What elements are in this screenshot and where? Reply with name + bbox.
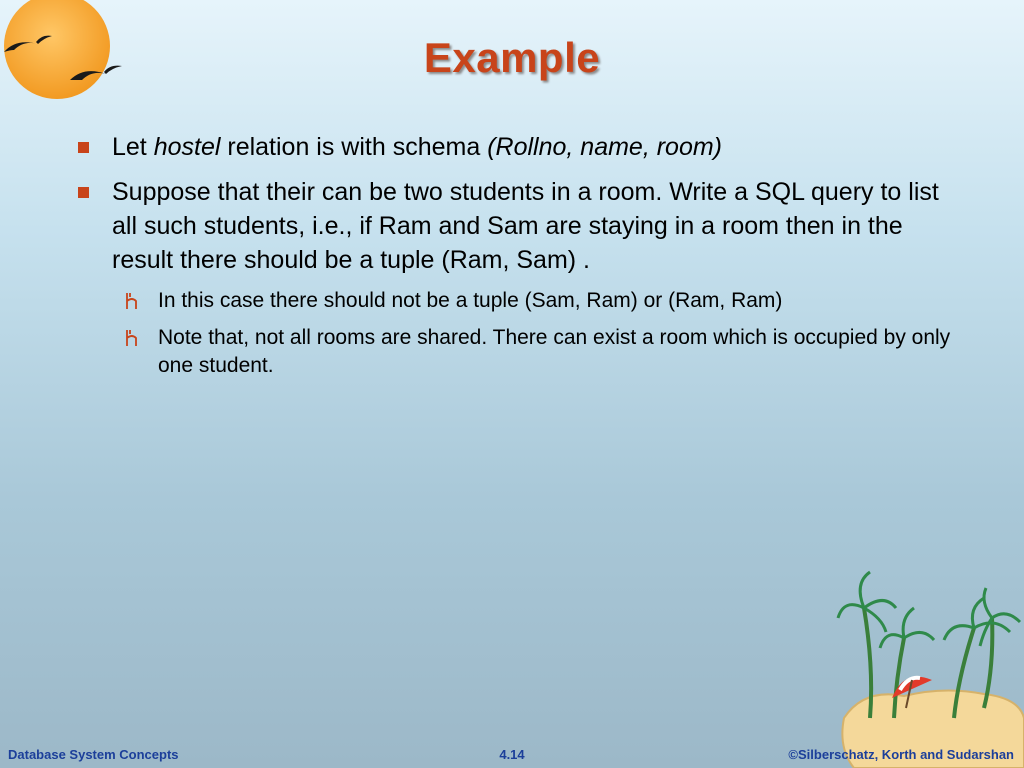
sub-bullet-text: In this case there should not be a tuple (Sam, Ram) or (Ram, Ram) xyxy=(158,289,783,312)
slide-content xyxy=(76,130,956,390)
bullet-text: hostel xyxy=(153,133,221,161)
footer-slide-number: 4.14 xyxy=(499,747,525,762)
bullet-text: relation is with schema xyxy=(220,133,488,161)
square-bullet-icon xyxy=(78,187,89,198)
footer-course-title: Database System Concepts xyxy=(8,747,179,762)
bullet-list xyxy=(76,130,956,277)
h-glyph-bullet-icon xyxy=(124,291,142,311)
palm-island-icon xyxy=(834,568,1024,768)
sub-bullet-item xyxy=(76,287,956,315)
h-glyph-bullet-icon xyxy=(124,328,142,348)
bullet-text: Suppose that their can be two students in a room. Write a SQL query to list all such students, i.e., if Ram and Sam are staying in a room then in the result there should be a tuple (Ram, Sam) . xyxy=(112,178,939,274)
square-bullet-icon xyxy=(78,142,89,153)
sub-bullet-item xyxy=(76,324,956,380)
footer-copyright: ©Silberschatz, Korth and Sudarshan xyxy=(788,747,1014,762)
bullet-text: (Rollno, name, room) xyxy=(487,133,723,161)
slide-title: Example xyxy=(423,34,601,81)
bullet-item xyxy=(76,175,956,277)
sub-bullet-list xyxy=(76,287,956,380)
sub-bullet-text: Note that, not all rooms are shared. There can exist a room which is occupied by only one student. xyxy=(158,326,951,377)
bullet-item xyxy=(76,130,956,164)
bullet-text: Let xyxy=(112,133,154,161)
